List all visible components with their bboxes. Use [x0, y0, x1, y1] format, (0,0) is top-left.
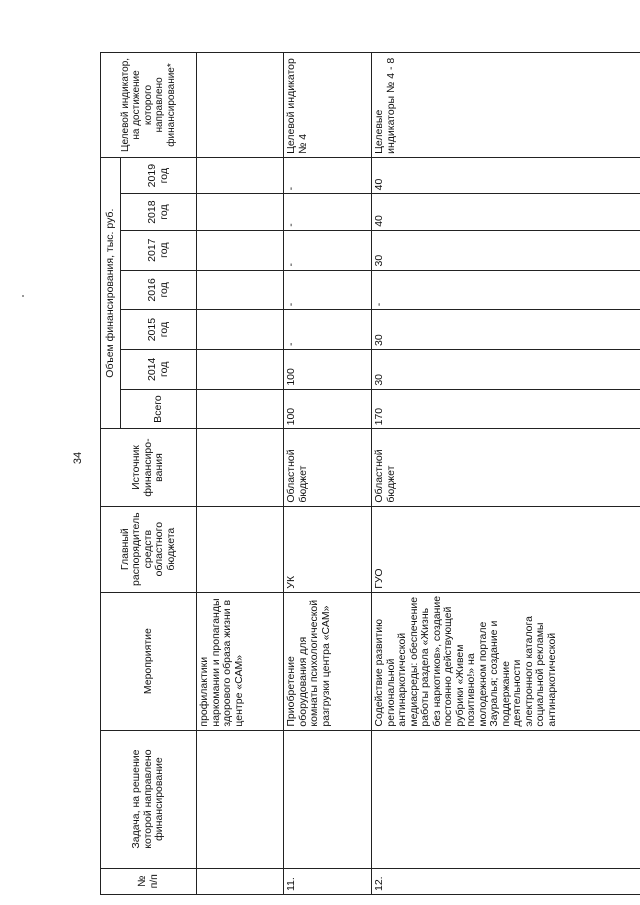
- cell-2016: -: [284, 270, 372, 310]
- cell-2016: -: [372, 270, 640, 310]
- cell-total: 170: [372, 389, 640, 429]
- cell-task: [284, 730, 372, 868]
- cell-2019: 40: [372, 157, 640, 193]
- financing-table: [100, 52, 640, 895]
- header-measure: Мероприятие: [101, 592, 197, 730]
- header-funding-group: Объем финансирования, тыс. руб.: [101, 157, 121, 428]
- cell-2017: 30: [372, 230, 640, 270]
- page-number: 34: [72, 451, 85, 465]
- cell-measure: Приобретение оборудования для комнаты психологической разгрузки центра «САМ»: [284, 592, 372, 730]
- table-row: [197, 53, 284, 895]
- cell-2018: [197, 194, 284, 230]
- header-2018: 2018 год: [121, 194, 197, 230]
- rotated-table-container: [100, 52, 640, 895]
- cell-source: [197, 429, 284, 506]
- cell-2017: -: [284, 230, 372, 270]
- cell-task: [197, 730, 284, 868]
- cell-admin: УК: [284, 506, 372, 592]
- cell-total: 100: [284, 389, 372, 429]
- cell-2014: 30: [372, 349, 640, 389]
- cell-indicator: Целевые индикаторы № 4 - 8: [372, 53, 640, 158]
- header-2014: 2014 год: [121, 349, 197, 389]
- header-num: № п/п: [101, 868, 197, 894]
- cell-measure: Содействие развитию региональной антинаркотической медиасреды: обеспечение работы раздела «Жизнь без наркотиков», создание постоянно действующей рубрики «Живем позитивно!» на молодежном портале Зауралья; создание и поддержание деятельности электронного каталога социальной рекламы антинаркотической: [372, 592, 640, 730]
- cell-2014: 100: [284, 349, 372, 389]
- cell-measure: профилактики наркомании и пропаганды здорового образа жизни в центре «САМ»: [197, 592, 284, 730]
- cell-admin: [197, 506, 284, 592]
- cell-num: [197, 868, 284, 894]
- cell-2018: -: [284, 194, 372, 230]
- header-2017: 2017 год: [121, 230, 197, 270]
- cell-2015: -: [284, 310, 372, 350]
- cell-source: Областной бюджет: [284, 429, 372, 506]
- cell-2014: [197, 349, 284, 389]
- cell-2018: 40: [372, 194, 640, 230]
- header-2016: 2016 год: [121, 270, 197, 310]
- header-2015: 2015 год: [121, 310, 197, 350]
- cell-total: [197, 389, 284, 429]
- cell-indicator: [197, 53, 284, 158]
- cell-2019: -: [284, 157, 372, 193]
- table-row: [372, 53, 640, 895]
- cell-num: 11.: [284, 868, 372, 894]
- header-2019: 2019 год: [121, 157, 197, 193]
- header-admin: Главный распорядитель средств областного бюджета: [101, 506, 197, 592]
- cell-2019: [197, 157, 284, 193]
- cell-task: [372, 730, 640, 868]
- cell-indicator: Целевой индикатор № 4: [284, 53, 372, 158]
- scan-speck: [22, 295, 24, 297]
- cell-2016: [197, 270, 284, 310]
- cell-source: Областной бюджет: [372, 429, 640, 506]
- cell-num: 12.: [372, 868, 640, 894]
- cell-2017: [197, 230, 284, 270]
- cell-admin: ГУО: [372, 506, 640, 592]
- header-task: Задача, на решение которой направлено финансирование: [101, 730, 197, 868]
- table-row: [284, 53, 372, 895]
- cell-2015: [197, 310, 284, 350]
- cell-2015: 30: [372, 310, 640, 350]
- header-total: Всего: [121, 389, 197, 429]
- header-indicator: Целевой индикатор, на достижение которого направлено финансирование*: [101, 53, 197, 158]
- header-source: Источник финансиро-вания: [101, 429, 197, 506]
